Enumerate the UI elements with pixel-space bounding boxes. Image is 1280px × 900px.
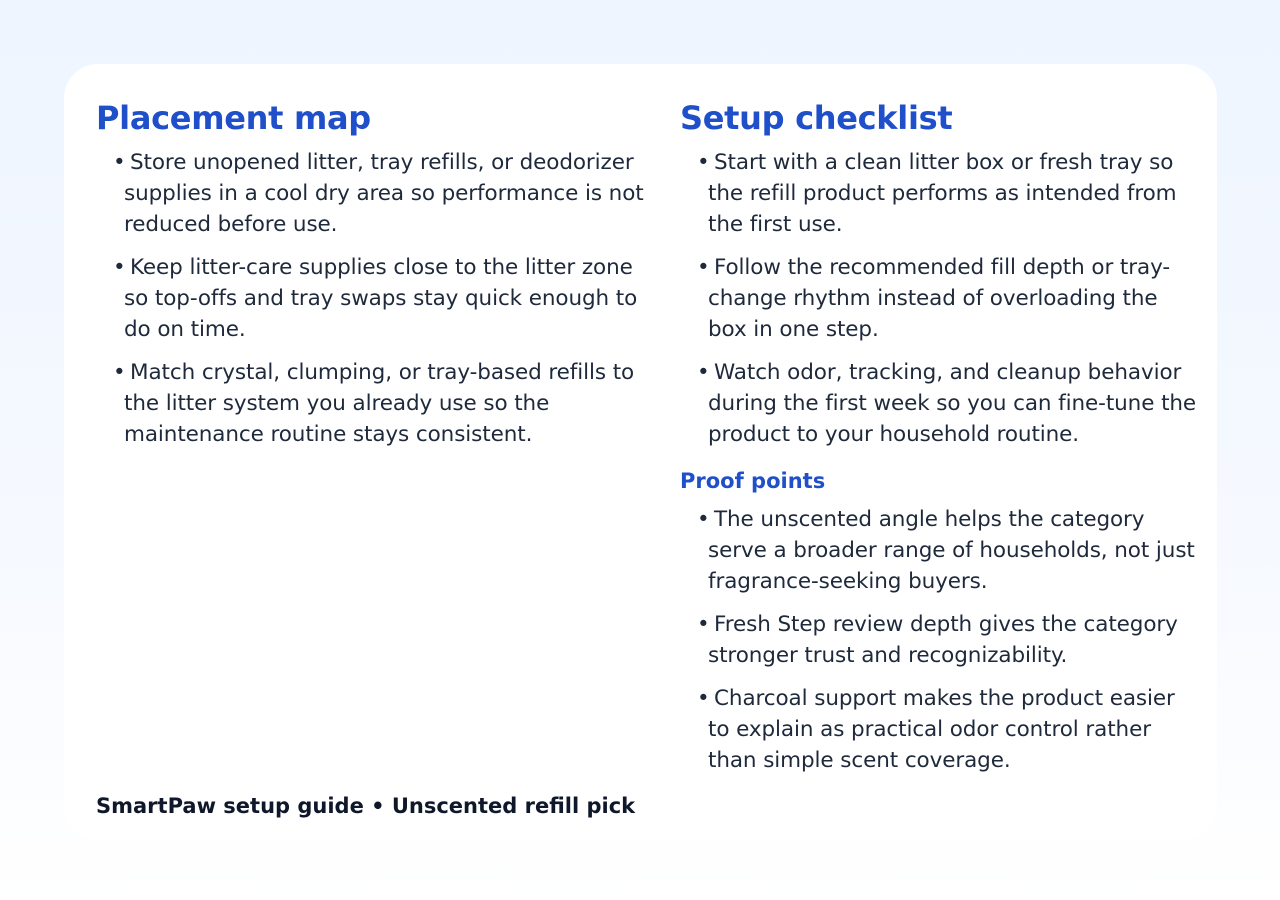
bullet-icon: • bbox=[697, 686, 710, 711]
bullet-icon: • bbox=[113, 255, 126, 280]
checklist-list bbox=[680, 147, 1200, 450]
list-item: • Store unopened litter, tray refills, or deodorizer supplies in a cool dry area so performance is not reduced before use. bbox=[96, 147, 656, 240]
setup-checklist-heading: Setup checklist bbox=[680, 99, 953, 137]
placement-list bbox=[96, 147, 656, 450]
list-item: • Watch odor, tracking, and cleanup behavior during the first week so you can fine-tune the product to your household routine. bbox=[680, 357, 1200, 450]
proof-points-list bbox=[680, 504, 1200, 776]
bullet-icon: • bbox=[697, 507, 710, 532]
footer-caption: SmartPaw setup guide • Unscented refill pick bbox=[96, 794, 636, 818]
checklist-column bbox=[680, 97, 1200, 788]
placement-column bbox=[96, 97, 656, 462]
bullet-icon: • bbox=[697, 255, 710, 280]
bullet-icon: • bbox=[697, 360, 710, 385]
guide-card bbox=[64, 64, 1217, 840]
list-item: • Charcoal support makes the product easier to explain as practical odor control rather than simple scent coverage. bbox=[680, 683, 1200, 776]
placement-map-heading: Placement map bbox=[96, 99, 371, 137]
bullet-icon: • bbox=[113, 150, 126, 175]
list-item: • Fresh Step review depth gives the category stronger trust and recognizability. bbox=[680, 609, 1200, 671]
bullet-icon: • bbox=[113, 360, 126, 385]
list-item: • The unscented angle helps the category serve a broader range of households, not just fragrance-seeking buyers. bbox=[680, 504, 1200, 597]
bullet-icon: • bbox=[697, 150, 710, 175]
bullet-icon: • bbox=[697, 612, 710, 637]
list-item: • Follow the recommended fill depth or tray-change rhythm instead of overloading the box in one step. bbox=[680, 252, 1200, 345]
list-item: • Start with a clean litter box or fresh tray so the refill product performs as intended from the first use. bbox=[680, 147, 1200, 240]
list-item: • Match crystal, clumping, or tray-based refills to the litter system you already use so the maintenance routine stays consistent. bbox=[96, 357, 656, 450]
list-item: • Keep litter-care supplies close to the litter zone so top-offs and tray swaps stay quick enough to do on time. bbox=[96, 252, 656, 345]
proof-points-heading: Proof points bbox=[680, 469, 826, 493]
